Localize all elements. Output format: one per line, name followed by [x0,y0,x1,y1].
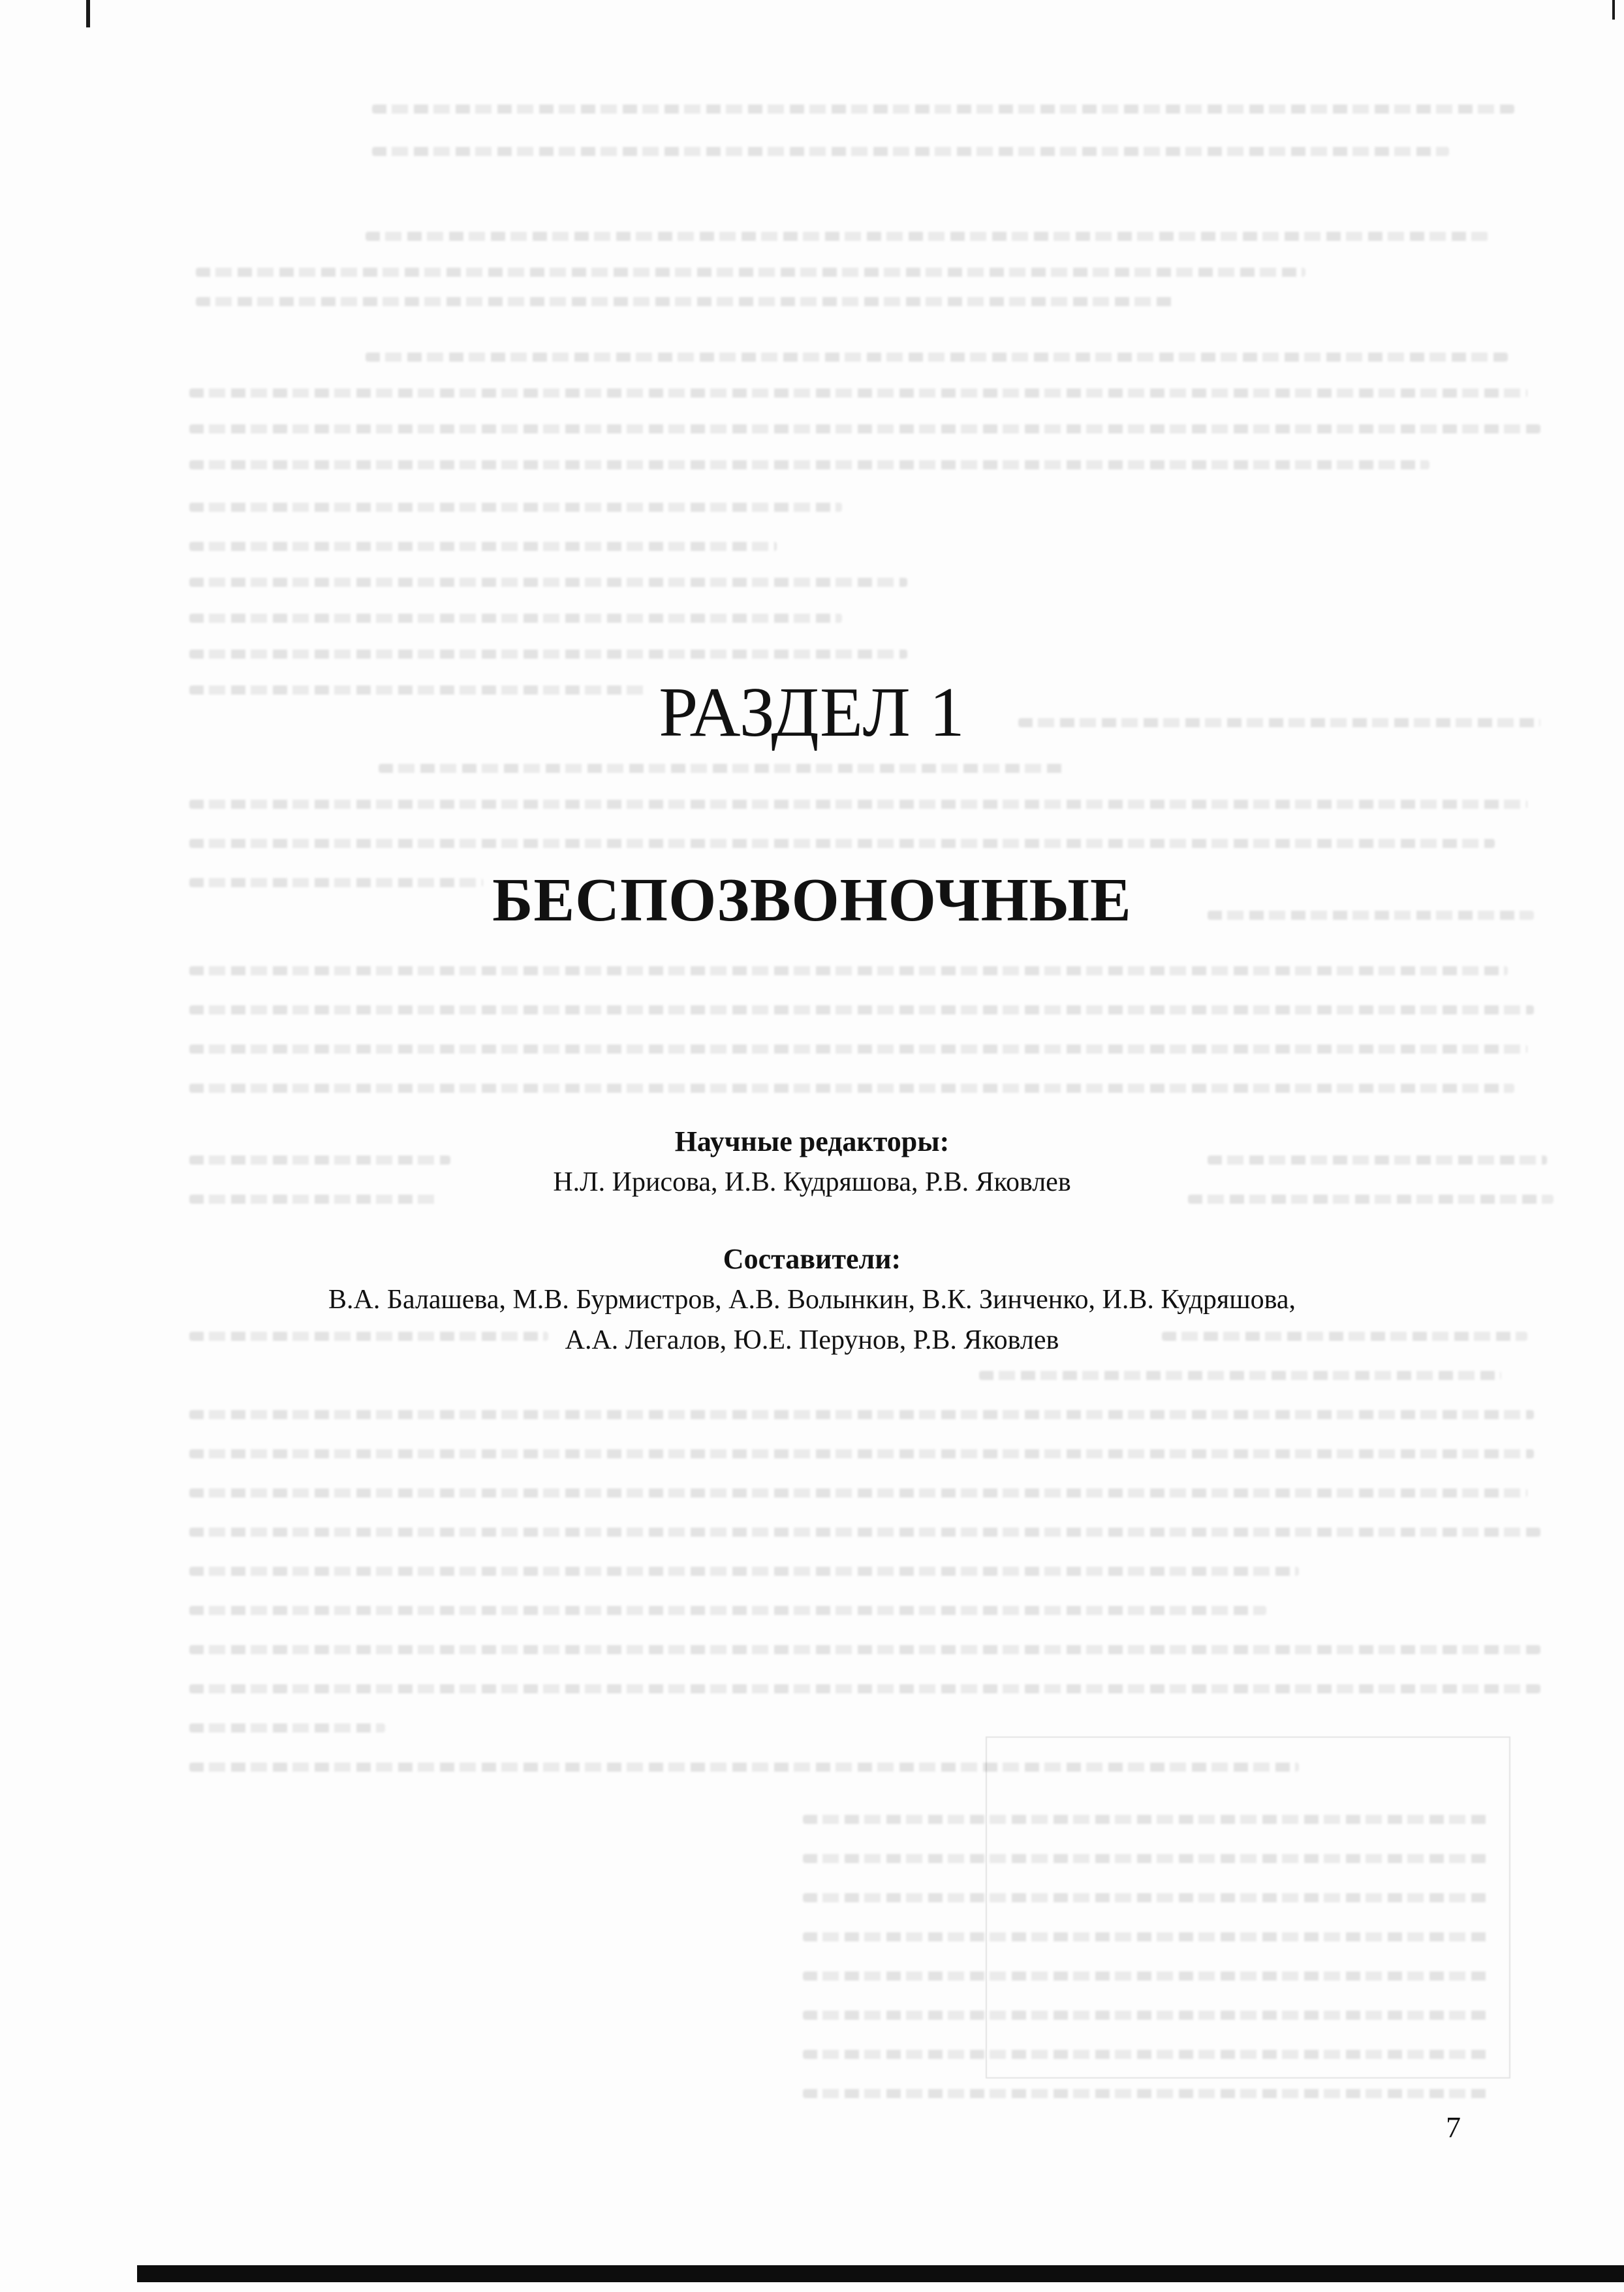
scan-edge-bar [137,2265,1624,2282]
editors-block [0,1122,1624,1202]
section-number: РАЗДЕЛ 1 [659,674,965,751]
page-number: 7 [1446,2111,1461,2144]
compilers-names-line-2: А.А. Легалов, Ю.Е. Перунов, Р.В. Яковлев [565,1325,1059,1355]
section-title: БЕСПОЗВОНОЧНЫЕ [492,866,1132,934]
compilers-block [0,1239,1624,1360]
editors-heading: Научные редакторы: [674,1125,950,1157]
scan-mark-left [86,0,90,27]
scan-mark-right [1612,0,1615,20]
compilers-heading: Составители: [723,1243,901,1275]
compilers-names-line-1: В.А. Балашева, М.В. Бурмистров, А.В. Волынкин, В.К. Зинченко, И.В. Кудряшова, [328,1285,1296,1315]
editors-names: Н.Л. Ирисова, И.В. Кудряшова, Р.В. Яковлев [553,1167,1071,1197]
